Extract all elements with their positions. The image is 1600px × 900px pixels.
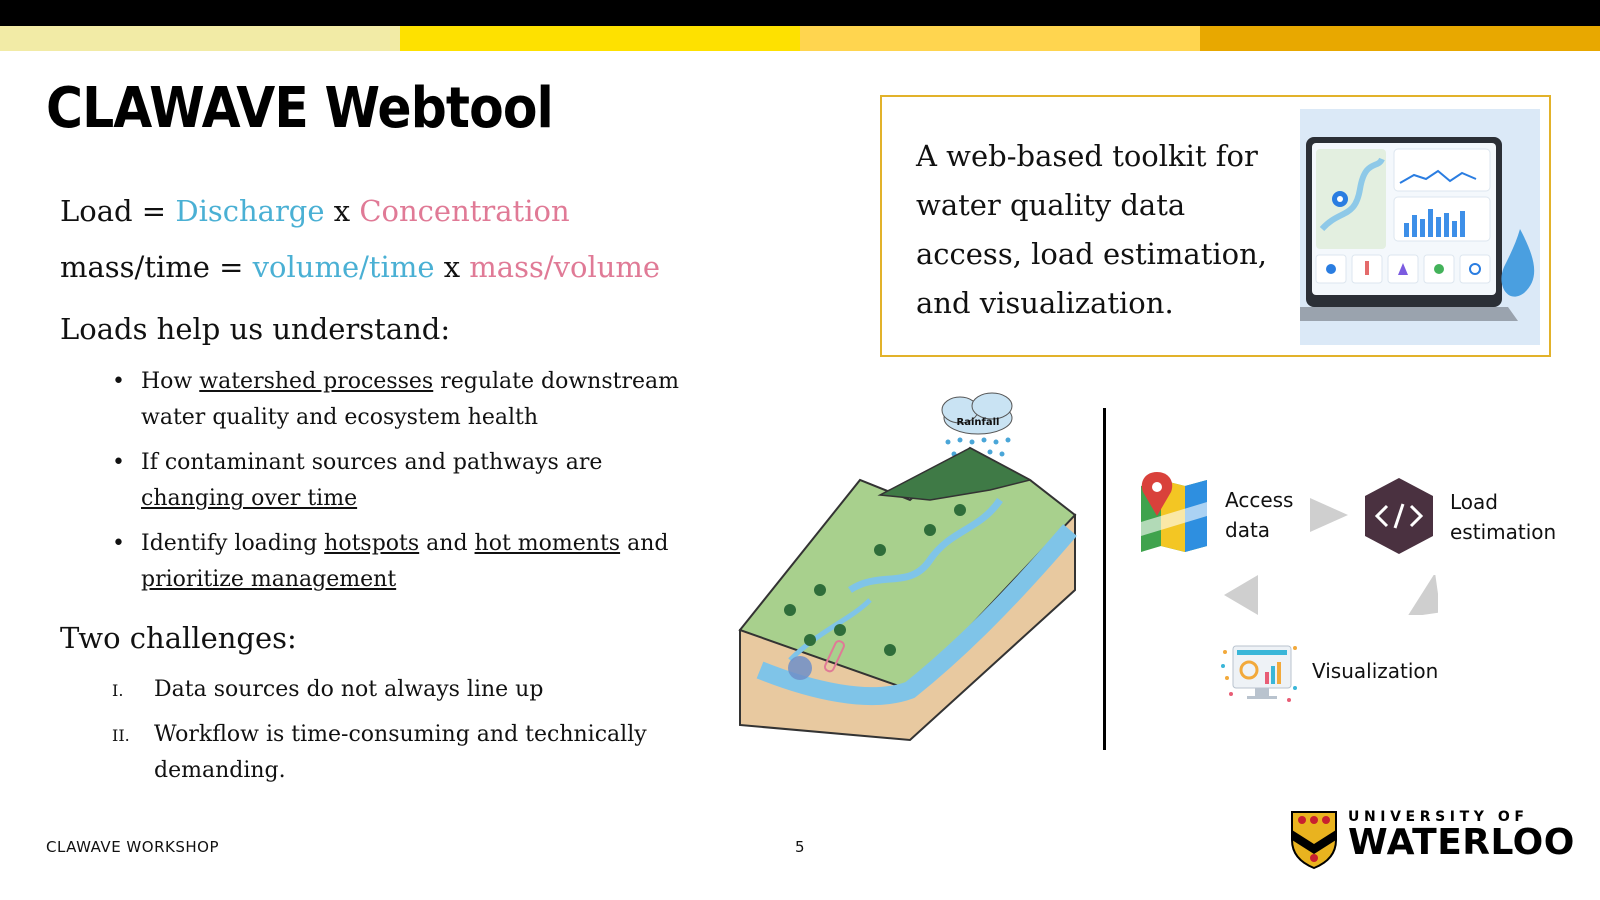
- loads-bullet-list: [112, 364, 712, 607]
- list-number: II.: [112, 726, 130, 745]
- map-pin-icon: [1137, 472, 1211, 554]
- bottle-icon: [788, 656, 812, 680]
- list-item: [112, 364, 712, 436]
- load-estimation-label: [1450, 487, 1556, 547]
- list-item: [112, 526, 712, 598]
- logo-waterloo: WATERLOO: [1348, 822, 1575, 863]
- top-bar: [0, 0, 1600, 26]
- play-arrow-icon: [1404, 575, 1438, 615]
- bullet-dot: •: [112, 369, 125, 394]
- challenge-text: Workflow is time-consuming and technically demanding.: [154, 722, 647, 783]
- color-stripe-3: [800, 26, 1200, 51]
- logo-university-of: UNIVERSITY OF: [1348, 809, 1529, 825]
- underlined-text: hot moments: [474, 531, 621, 556]
- bullet-text: and: [419, 531, 475, 556]
- color-stripe-1: [0, 26, 400, 51]
- bullet-dot: •: [112, 450, 125, 475]
- callout-box: [880, 95, 1551, 357]
- bullet-text: How: [141, 369, 200, 394]
- watershed-diagram: [730, 390, 1080, 760]
- load-line-1: Load: [1450, 490, 1498, 514]
- challenges-heading: Two challenges:: [60, 621, 297, 655]
- underlined-text: changing over time: [141, 486, 358, 511]
- challenges-list: [112, 672, 672, 798]
- code-hexagon-icon: [1361, 476, 1437, 556]
- eq-unit-concentration: mass/volume: [469, 250, 661, 284]
- eq-equals: =: [209, 250, 253, 284]
- access-line-1: Access: [1225, 488, 1294, 512]
- bullet-dot: •: [112, 531, 125, 556]
- underlined-text: watershed processes: [199, 369, 434, 394]
- play-arrow-icon: [1310, 498, 1348, 532]
- eq-unit-load: mass/time: [60, 250, 210, 284]
- eq-discharge-term: Discharge: [175, 194, 325, 228]
- list-item: [112, 672, 672, 708]
- list-number: I.: [112, 681, 124, 700]
- bullet-text: regulate downstream water quality and ecosystem health: [141, 369, 679, 430]
- loads-heading: Loads help us understand:: [60, 312, 451, 346]
- rain-cloud-icon: [942, 393, 1012, 457]
- dashboard-icon: [1219, 638, 1299, 706]
- list-item: [112, 717, 672, 789]
- footer-workshop-label: CLAWAVE WORKSHOP: [46, 838, 219, 856]
- eq-unit-discharge: volume/time: [252, 250, 435, 284]
- play-arrow-icon: [1224, 575, 1258, 615]
- equation-units: [60, 250, 660, 284]
- eq-times: x: [434, 250, 470, 284]
- underlined-text: prioritize management: [141, 567, 397, 592]
- bullet-text: and: [620, 531, 669, 556]
- list-item: [112, 445, 712, 517]
- eq-times: x: [324, 194, 360, 228]
- equation-load: [60, 194, 570, 228]
- vertical-divider: [1103, 408, 1106, 750]
- challenge-text: Data sources do not always line up: [154, 677, 544, 702]
- eq-concentration-term: Concentration: [359, 194, 570, 228]
- eq-load-term: Load: [60, 194, 133, 228]
- color-stripe-4: [1200, 26, 1600, 51]
- underlined-text: hotspots: [324, 531, 420, 556]
- load-line-2: estimation: [1450, 520, 1557, 544]
- rainfall-label: Rainfall: [956, 417, 1000, 428]
- access-data-label: [1225, 485, 1293, 545]
- laptop-icon: [1300, 109, 1540, 345]
- bullet-text: If contaminant sources and pathways are: [141, 450, 603, 475]
- eq-equals: =: [132, 194, 176, 228]
- callout-text: A web-based toolkit for water quality data access, load estimation, and visualization.: [916, 139, 1267, 320]
- slide-title: CLAWAVE Webtool: [46, 76, 553, 141]
- page-number: 5: [795, 838, 805, 856]
- bullet-text: Identify loading: [141, 531, 325, 556]
- university-crest-icon: [1290, 810, 1338, 870]
- access-line-2: data: [1225, 518, 1271, 542]
- color-stripe-2: [400, 26, 800, 51]
- visualization-label: Visualization: [1312, 659, 1439, 683]
